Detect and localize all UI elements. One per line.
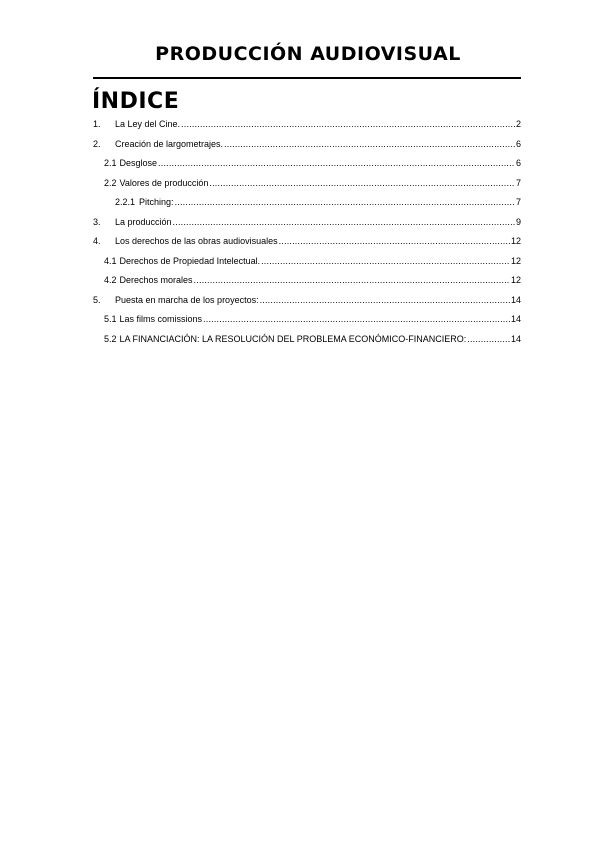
toc-entry-page: 7 [515,177,521,188]
toc-entry-number: 4.2 [104,275,117,285]
toc-entry[interactable] [93,293,521,313]
toc-entry-page: 14 [510,314,521,324]
toc-heading: ÍNDICE [92,89,180,114]
toc-entry-number: 5. [93,294,101,305]
toc-entry[interactable] [93,332,521,352]
toc-entry[interactable] [93,137,521,157]
toc-entry-page: 6 [515,158,521,168]
toc-entry-label: La producción [115,216,172,227]
toc-entry-page: 2 [515,119,521,129]
toc-entry-number: 5.1 [104,314,117,324]
toc-dot-leader [279,234,510,248]
toc-entry-label: Desglose [119,158,158,168]
toc-entry-label: LA FINANCIACIÓN: LA RESOLUCIÓN DEL PROBLEMA ECONÓMICO-FINANCIERO: [119,333,467,344]
toc-entry-page: 7 [515,197,521,207]
toc-entry-page: 12 [510,236,521,246]
toc-entry[interactable] [93,215,521,235]
toc-entry-label: Creación de largometrajes. [115,138,224,149]
toc-entry-page: 14 [510,333,521,344]
title-divider [93,77,521,79]
toc-dot-leader [181,117,515,131]
toc-entry-number: 4.1 [104,255,117,266]
toc-dot-leader [467,332,510,346]
toc-entry-number: 2. [93,138,101,149]
table-of-contents [93,117,521,351]
toc-entry-label: Derechos de Propiedad Intelectual. [119,255,261,266]
document-title: PRODUCCIÓN AUDIOVISUAL [155,43,461,65]
toc-entry-number: 2.1 [104,158,117,168]
toc-entry-page: 14 [510,294,521,305]
toc-dot-leader [203,312,510,326]
toc-entry-label: Los derechos de las obras audiovisuales [115,236,278,246]
toc-dot-leader [158,156,515,170]
toc-entry[interactable] [93,273,521,293]
toc-entry-label: Las films comissions [119,314,203,324]
toc-entry[interactable] [93,156,521,176]
toc-entry[interactable] [93,117,521,137]
toc-entry-number: 2.2.1 [115,197,136,207]
toc-dot-leader [194,273,510,287]
toc-entry-label: Valores de producción [119,177,209,188]
toc-entry-label: La Ley del Cine. [115,119,181,129]
toc-entry-page: 6 [515,138,521,149]
toc-dot-leader [175,195,515,209]
toc-entry-page: 9 [515,216,521,227]
toc-entry-label: Puesta en marcha de los proyectos: [115,294,259,305]
toc-entry[interactable] [93,254,521,274]
toc-entry-number: 2.2 [104,177,117,188]
toc-entry[interactable] [93,234,521,254]
toc-entry[interactable] [93,312,521,332]
toc-entry[interactable] [93,195,521,215]
toc-entry-number: 3. [93,216,101,227]
toc-entry-number: 1. [93,119,101,129]
toc-dot-leader [173,215,515,229]
toc-entry-label: Derechos morales [119,275,193,285]
toc-entry-page: 12 [510,275,521,285]
toc-dot-leader [209,176,515,190]
toc-entry-number: 5.2 [104,333,117,344]
toc-entry-label: Pitching: [139,197,174,207]
toc-entry[interactable] [93,176,521,196]
toc-dot-leader [260,293,510,307]
toc-dot-leader [224,137,515,151]
toc-dot-leader [261,254,510,268]
toc-entry-number: 4. [93,236,101,246]
toc-entry-page: 12 [510,255,521,266]
